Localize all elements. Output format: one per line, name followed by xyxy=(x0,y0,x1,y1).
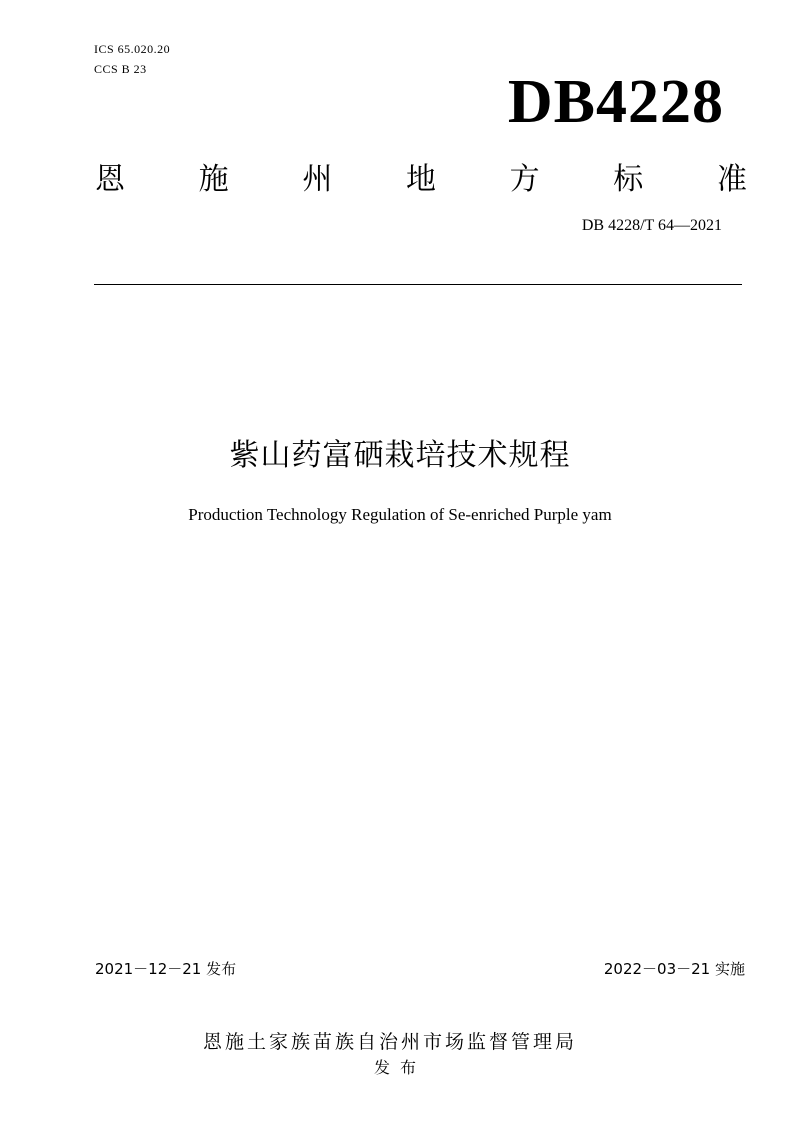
title-english: Production Technology Regulation of Se-enriched Purple yam xyxy=(188,505,612,524)
title-chinese: 紫山药富硒栽培技术规程 xyxy=(229,438,571,473)
doc-type-char: 标 xyxy=(613,162,644,197)
standard-number: DB 4228/T 64—2021 xyxy=(581,217,722,234)
issue-label: 发布 xyxy=(373,1058,426,1077)
doc-type-char: 州 xyxy=(302,162,333,197)
standard-series-code: DB4228 xyxy=(507,68,724,136)
issuing-authority: 恩施土家族苗族自治州市场监督管理局 xyxy=(202,1031,577,1053)
publish-date: 2021－12－21 发布 xyxy=(95,960,237,978)
doc-type-char: 地 xyxy=(405,162,436,197)
document-type-title xyxy=(95,154,747,198)
doc-type-char: 方 xyxy=(509,162,540,197)
doc-type-char: 准 xyxy=(716,162,747,197)
ics-code: ICS 65.020.20 xyxy=(94,42,171,56)
implement-date: 2022－03－21 实施 xyxy=(603,960,745,978)
header-divider xyxy=(94,284,742,285)
ccs-code: CCS B 23 xyxy=(94,62,147,76)
doc-type-char: 施 xyxy=(198,162,229,197)
doc-type-char: 恩 xyxy=(95,162,125,197)
